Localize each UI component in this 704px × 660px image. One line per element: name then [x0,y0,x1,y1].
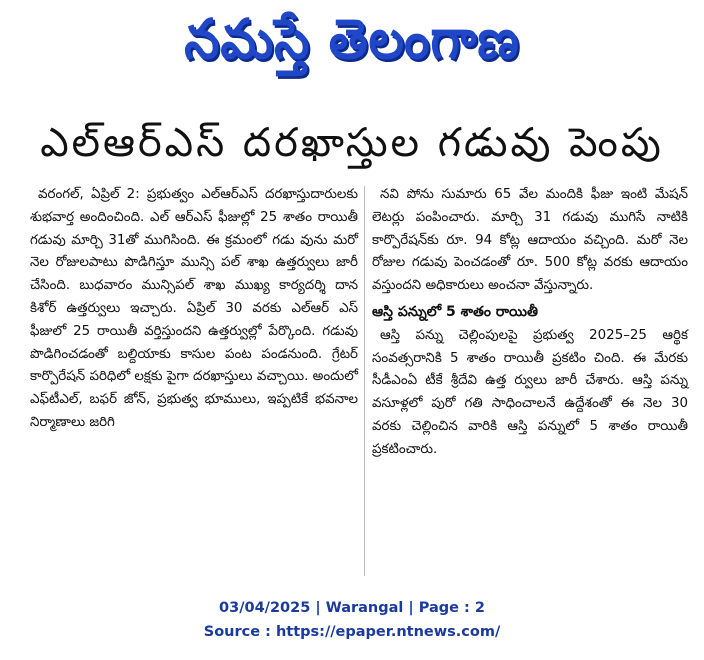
article-column-left [30,184,358,435]
headline-text: ఎల్‌ఆర్‌ఎస్ దరఖాస్తుల గడువు పెంపు [40,120,664,166]
footer-source-link[interactable]: Source : https://epaper.ntnews.com/ [203,624,501,640]
masthead-title: నమస్తే తెలంగాణ [184,6,520,72]
footer-date-edition: 03/04/2025 | Warangal | Page : 2 [219,600,485,616]
newspaper-masthead [0,6,704,86]
article-paragraph: వరంగల్, ఏప్రిల్ 2: ప్రభుత్వం ఎల్‌ఆర్‌ఎస్ దరఖాస్తుదారులకు శుభవార్త అందించింది. ఎల్ ఆర్‌ఎస్ ఫీజుల్లో 25 శాతం రాయితీ గడువు మార్చి 31తో ముగిసింది. ఈ క్రమంలో గడు వును మరో నెల రోజులపాటు పొడిగిస్తూ మున్సి పల్ శాఖ ఉత్తర్వులు జారీ చేసింది. బుధవారం మున్సిపల్ శాఖ ముఖ్య కార్యదర్శి దాన కిశోర్ ఉత్తర్వులు ఇచ్చారు. ఏప్రిల్ 30 వరకు ఎల్‌ఆర్ ఎస్ ఫీజులో 25 రాయితీ వర్తిస్తుందని ఉత్తర్వుల్లో పేర్కొంది. గడువు పొడిగించడంతో బల్దియాకు కాసుల పంట పండనుంది. గ్రేటర్ కార్పొరేషన్ పరిధిలో లక్షకు పైగా దరఖాస్తులు వచ్చాయి. అందులో ఎఫ్‌టీఎల్, బఫర్ జోన్, ప్రభుత్వ భూములు, ఇప్పటికే భవనాల నిర్మాణాలు జరిగి [30,187,358,430]
column-divider [364,186,365,576]
article-subheading: ఆస్తి పన్నులో 5 శాతం రాయితీ [372,303,538,320]
article-paragraph: నవి పోను సుమారు 65 వేల మందికి ఫీజు ఇంటి మేషన్ లెటర్లు పంపించారు. మార్చి 31 గడువు ముగిసే నాటికి కార్పొరేషన్‌కు రూ. 94 కోట్ల ఆదాయం వచ్చింది. మరో నెల రోజుల గడువు పెంచడంతో రూ. 500 కోట్ల వరకు ఆదాయం వస్తుందని అధికారులు అంచనా వేస్తున్నారు. [372,187,688,294]
article-headline [0,118,704,178]
source-footer [0,596,704,644]
article-paragraph: ఆస్తి పన్ను చెల్లింపులపై ప్రభుత్వ 2025–25 ఆర్థిక సంవత్సరానికి 5 శాతం రాయితీ ప్రకటిం చింది. ఈ మేరకు సీడీఎంఏ టీకే శ్రీదేవి ఉత్త ర్వులు జారీ చేశారు. ఆస్తి పన్ను వసూళ్లలో పురో గతి సాధించాలనే ఉద్దేశంతో ఈ నెల 30 వరకు చెల్లించిన వారికి ఆస్తి పన్నులో 5 శాతం రాయితీ ప్రకటించారు. [372,327,688,457]
article-column-right [372,184,688,462]
